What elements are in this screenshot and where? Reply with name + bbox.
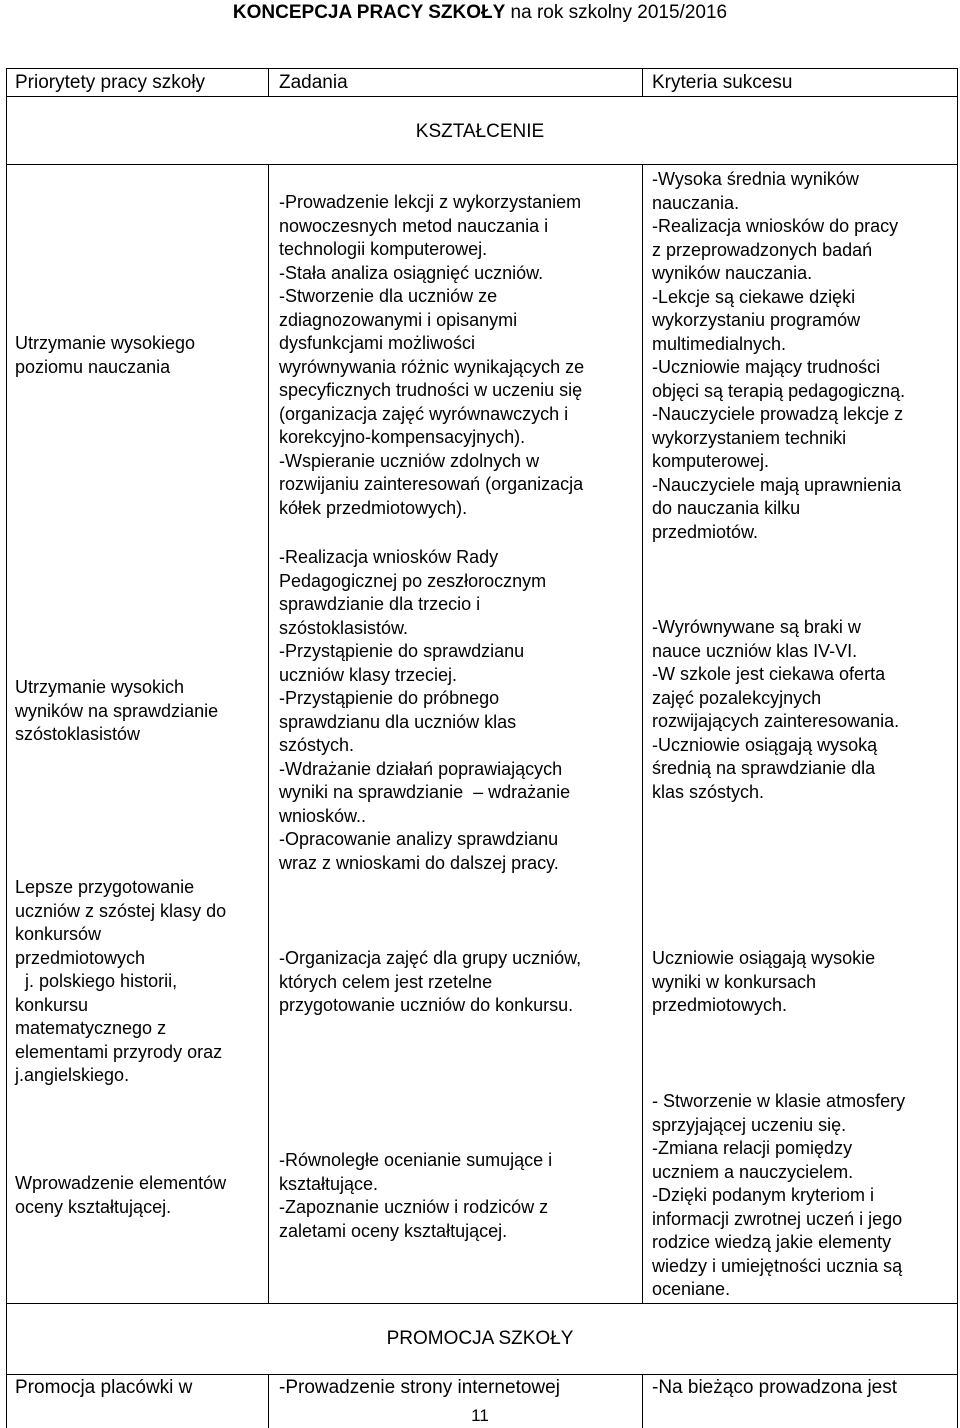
criteria-cell-line: -Nauczyciele mają uprawnienia	[652, 474, 902, 495]
priorities-cell-line: Lepsze przygotowanie	[15, 877, 195, 897]
criteria-cell-line: przedmiotowych.	[652, 995, 788, 1015]
priorities-cell-line: uczniów z szóstej klasy do	[15, 900, 227, 921]
tasks-cell-line: -Opracowanie analizy sprawdzianu	[279, 829, 559, 849]
table-border-left	[6, 68, 7, 1428]
tasks-cell-line: szóstoklasistów.	[279, 617, 409, 638]
priorities-cell-line: j. polskiego historii,	[15, 971, 178, 991]
criteria-cell-line: nauczania.	[652, 192, 740, 213]
tasks-cell-line: których celem jest rzetelne	[279, 971, 493, 992]
column-divider-2-body	[642, 164, 643, 1304]
criteria-cell	[652, 168, 905, 544]
tasks-cell-line: -Organizacja zajęć dla grupy uczniów,	[279, 948, 582, 968]
section-title-promocja: PROMOCJA SZKOŁY	[386, 1328, 574, 1349]
tasks-cell-line: nowoczesnych metod nauczania i	[279, 215, 549, 236]
criteria-cell-line: wykorzystaniu programów	[652, 310, 861, 330]
tasks-cell-line: -Przystąpienie do sprawdzianu	[279, 641, 525, 661]
tasks-cell-line: -Równoległe ocenianie sumujące i	[279, 1150, 553, 1170]
tasks-cell-line: wyniki na sprawdzianie – wdrażanie	[279, 782, 571, 802]
header-row-divider	[6, 96, 958, 97]
criteria-cell-line: -Nauczyciele prowadzą lekcje z	[652, 404, 904, 424]
criteria-cell-line: informacji zwrotnej uczeń i jego	[652, 1208, 903, 1229]
promo-task: -Prowadzenie strony internetowej	[279, 1377, 560, 1398]
priorities-cell-line: szóstoklasistów	[15, 724, 141, 744]
criteria-cell-line: do nauczania kilku	[652, 498, 801, 518]
priorities-cell-line: Utrzymanie wysokich	[15, 677, 185, 697]
title-year: na rok szkolny 2015/2016	[505, 2, 728, 23]
priorities-cell-line: poziomu nauczania	[15, 356, 171, 377]
promo-section-top	[6, 1303, 958, 1304]
criteria-cell-line: -Wyrównywane są braki w	[652, 617, 861, 637]
title-bold: KONCEPCJA PRACY SZKOŁY	[232, 2, 506, 23]
tasks-cell	[279, 191, 584, 520]
promo-priority: Promocja placówki w	[15, 1377, 193, 1398]
criteria-cell-line: wiedzy i umiejętności ucznia są	[652, 1255, 903, 1276]
criteria-cell-line: z przeprowadzonych badań	[652, 239, 873, 260]
criteria-cell	[652, 1090, 905, 1302]
tasks-cell-line: zaletami oceny kształtującej.	[279, 1220, 508, 1241]
header-priorities: Priorytety pracy szkoły	[15, 72, 206, 93]
promo-criteria: -Na bieżąco prowadzona jest	[652, 1377, 898, 1398]
priorities-cell-line: oceny kształtującej.	[15, 1196, 172, 1217]
priorities-cell-line: Utrzymanie wysokiego	[15, 333, 196, 353]
criteria-cell-line: rozwijających zainteresowania.	[652, 711, 900, 731]
criteria-cell-line: klas szóstych.	[652, 781, 765, 802]
tasks-cell-line: sprawdzianu dla uczniów klas	[279, 711, 517, 732]
criteria-cell-line: średnią na sprawdzianie dla	[652, 758, 876, 778]
tasks-cell-line: -Wdrażanie działań poprawiających	[279, 758, 563, 779]
promo-section-bottom	[6, 1374, 958, 1375]
tasks-cell-line: specyficznych trudności w uczeniu się	[279, 380, 583, 400]
tasks-cell-line: wniosków..	[279, 805, 367, 826]
criteria-cell-line: komputerowej.	[652, 451, 770, 471]
criteria-cell-line: nauce uczniów klas IV-VI.	[652, 640, 858, 661]
tasks-cell	[279, 546, 570, 875]
tasks-cell-line: technologii komputerowej.	[279, 239, 488, 259]
criteria-cell-line: -Zmiana relacji pomiędzy	[652, 1138, 853, 1158]
tasks-cell-line: szóstych.	[279, 735, 355, 755]
priorities-cell-line: konkursu	[15, 994, 89, 1015]
tasks-cell-line: przygotowanie uczniów do konkursu.	[279, 995, 574, 1015]
criteria-cell-line: - Stworzenie w klasie atmosfery	[652, 1091, 906, 1111]
criteria-cell-line: -Uczniowie osiągają wysoką	[652, 734, 878, 755]
criteria-cell-line: wykorzystaniem techniki	[652, 427, 847, 448]
tasks-cell-line: wyrównywania różnic wynikających ze	[279, 356, 585, 377]
priorities-cell-line: elementami przyrody oraz	[15, 1041, 223, 1062]
tasks-cell-line: dysfunkcjami możliwości	[279, 333, 476, 353]
tasks-cell-line: (organizacja zajęć wyrównawczych i	[279, 403, 569, 424]
criteria-cell-line: -W szkole jest ciekawa oferta	[652, 664, 886, 684]
priorities-cell-line: j.angielskiego.	[15, 1065, 130, 1085]
tasks-cell-line: rozwijaniu zainteresowań (organizacja	[279, 474, 584, 494]
page-number: 11	[471, 1406, 489, 1425]
priorities-cell	[15, 1172, 226, 1219]
criteria-cell-line: -Lekcje są ciekawe dzięki	[652, 286, 856, 307]
criteria-cell-line: oceniane.	[652, 1279, 731, 1299]
header-tasks: Zadania	[279, 72, 348, 93]
criteria-cell-line: multimedialnych.	[652, 333, 787, 354]
criteria-cell-line: rodzice wiedzą jakie elementy	[652, 1232, 892, 1252]
priorities-cell-line: Wprowadzenie elementów	[15, 1173, 227, 1193]
tasks-cell-line: -Prowadzenie lekcji z wykorzystaniem	[279, 192, 582, 212]
tasks-cell-line: -Zapoznanie uczniów i rodziców z	[279, 1197, 549, 1217]
table-border-right	[957, 68, 958, 1428]
column-divider-1-body	[268, 164, 269, 1304]
criteria-cell-line: -Uczniowie mający trudności	[652, 357, 881, 377]
section-row-divider	[6, 164, 958, 165]
tasks-cell-line: zdiagnozowanymi i opisanymi	[279, 309, 518, 330]
tasks-cell-line: -Przystąpienie do próbnego	[279, 688, 500, 708]
table-border-top	[6, 68, 958, 69]
tasks-cell-line: kształtujące.	[279, 1173, 379, 1194]
tasks-cell-line: uczniów klasy trzeciej.	[279, 664, 458, 685]
tasks-cell-line: Pedagogicznej po zeszłorocznym	[279, 570, 547, 591]
column-divider-1	[268, 68, 269, 97]
criteria-cell-line: -Realizacja wniosków do pracy	[652, 216, 899, 236]
priorities-cell	[15, 332, 195, 379]
tasks-cell-line: -Stała analiza osiągnięć uczniów.	[279, 262, 544, 283]
tasks-cell-line: -Realizacja wniosków Rady	[279, 547, 499, 567]
column-divider-2	[642, 68, 643, 97]
tasks-cell-line: -Stworzenie dla uczniów ze	[279, 286, 498, 306]
priorities-cell-line: konkursów	[15, 924, 102, 944]
criteria-cell-line: przedmiotów.	[652, 521, 759, 542]
priorities-cell-line: przedmiotowych	[15, 947, 146, 968]
priorities-cell-line: wyników na sprawdzianie	[15, 700, 219, 721]
priorities-cell	[15, 876, 226, 1088]
criteria-cell	[652, 947, 875, 1018]
tasks-cell	[279, 947, 581, 1018]
criteria-cell-line: wyników nauczania.	[652, 263, 813, 283]
priorities-cell-line: matematycznego z	[15, 1018, 167, 1038]
criteria-cell-line: -Wysoka średnia wyników	[652, 169, 859, 189]
criteria-cell-line: objęci są terapią pedagogiczną.	[652, 380, 906, 401]
section-title-ksztalcenie: KSZTAŁCENIE	[415, 121, 545, 142]
tasks-cell	[279, 1149, 552, 1243]
priorities-cell	[15, 676, 218, 747]
criteria-cell-line: zajęć pozalekcyjnych	[652, 687, 822, 708]
tasks-cell-line: kółek przedmiotowych).	[279, 497, 468, 518]
tasks-cell-line: sprawdzianie dla trzecio i	[279, 594, 481, 614]
criteria-cell	[652, 616, 899, 804]
criteria-cell-line: -Dzięki podanym kryteriom i	[652, 1185, 875, 1205]
criteria-cell-line: uczniem a nauczycielem.	[652, 1161, 854, 1182]
criteria-cell-line: sprzyjającej uczeniu się.	[652, 1114, 847, 1135]
document-title	[0, 2, 960, 24]
tasks-cell-line: wraz z wnioskami do dalszej pracy.	[279, 852, 559, 873]
criteria-cell-line: wyniki w konkursach	[652, 971, 817, 992]
criteria-cell-line: Uczniowie osiągają wysokie	[652, 948, 876, 968]
header-criteria: Kryteria sukcesu	[652, 72, 793, 93]
tasks-cell-line: korekcyjno-kompensacyjnych).	[279, 427, 526, 447]
tasks-cell-line: -Wspieranie uczniów zdolnych w	[279, 450, 540, 471]
